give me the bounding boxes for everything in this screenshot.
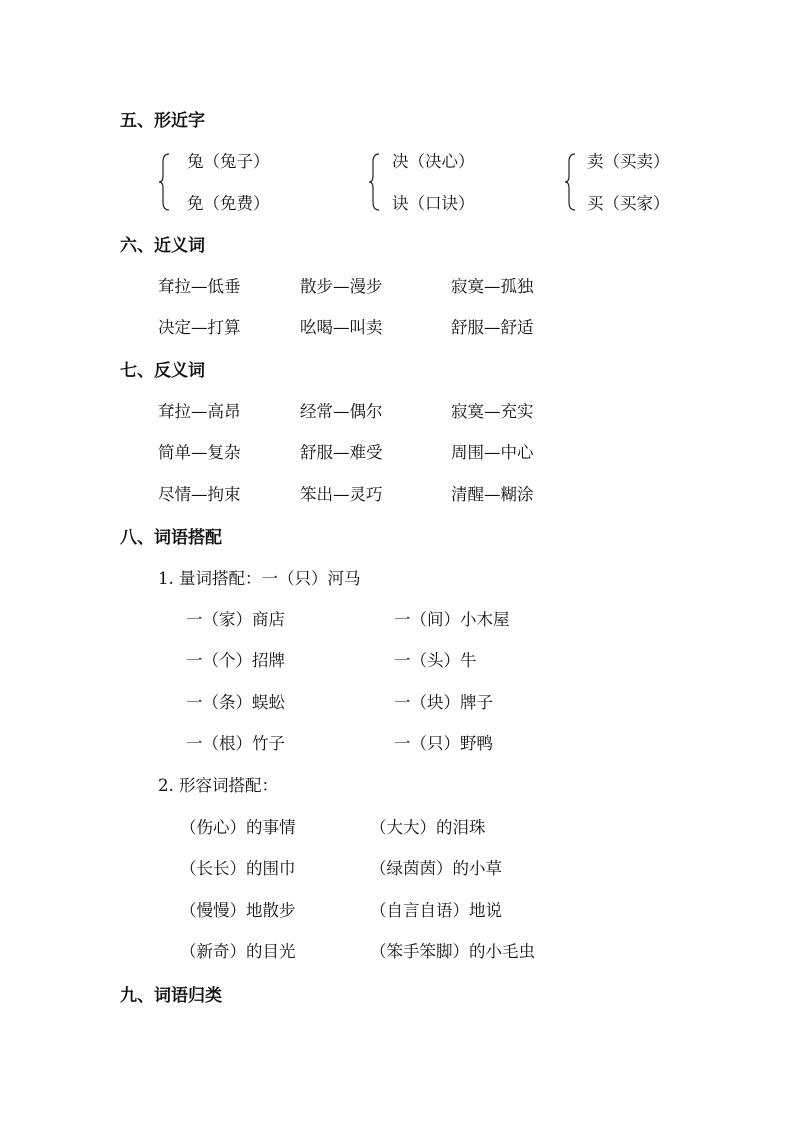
measure-word-item: 一（间）小木屋 [394,610,510,629]
antonym-pair: 舒服—难受 [300,443,383,462]
section-heading-antonyms: 七、反义词 [120,361,205,381]
antonym-pair: 寂寞—充实 [451,402,534,421]
similar-char-top-2: 决（决心） [392,152,475,171]
measure-word-item: 一（家）商店 [186,610,285,629]
subsection-title-adjectives: 2. 形容词搭配： [158,776,278,795]
section-heading-word-classification: 九、词语归类 [120,986,222,1006]
adjective-item: （伤心）的事情 [180,818,296,837]
adjective-item: （长长）的围巾 [180,859,296,878]
synonym-pair: 舒服—舒适 [451,318,534,337]
synonym-pair: 寂寞—孤独 [451,277,534,296]
similar-char-bottom-1: 免（免费） [187,194,270,213]
adjective-item: （新奇）的目光 [180,942,296,961]
measure-word-item: 一（头）牛 [394,651,477,670]
antonym-pair: 简单—复杂 [158,443,241,462]
antonym-pair: 周围—中心 [451,443,534,462]
adjective-item: （大大）的泪珠 [370,818,486,837]
similar-char-top-3: 卖（买卖） [587,152,670,171]
antonym-pair: 笨出—灵巧 [300,485,383,504]
brace-icon [368,152,378,206]
measure-word-item: 一（根）竹子 [186,734,285,753]
measure-word-item: 一（只）野鸭 [394,734,493,753]
subsection-title-measure-words: 1. 量词搭配：一（只）河马 [158,569,361,588]
synonym-pair: 决定—打算 [158,318,241,337]
synonym-pair: 耷拉—低垂 [158,277,241,296]
similar-char-top-1: 兔（兔子） [187,152,270,171]
antonym-pair: 耷拉—高昂 [158,402,241,421]
adjective-item: （绿茵茵）的小草 [370,859,502,878]
antonym-pair: 经常—偶尔 [300,402,383,421]
brace-icon [564,152,574,206]
antonym-pair: 尽情—拘束 [158,485,241,504]
measure-word-item: 一（个）招牌 [186,651,285,670]
adjective-item: （笨手笨脚）的小毛虫 [370,942,535,961]
similar-char-bottom-2: 诀（口诀） [392,194,475,213]
antonym-pair: 清醒—糊涂 [451,485,534,504]
brace-icon [158,152,168,206]
section-heading-synonyms: 六、近义词 [120,236,205,256]
adjective-item: （自言自语）地说 [370,901,502,920]
synonym-pair: 吆喝—叫卖 [300,318,383,337]
adjective-item: （慢慢）地散步 [180,901,296,920]
measure-word-item: 一（块）牌子 [394,693,493,712]
synonym-pair: 散步—漫步 [300,277,383,296]
section-heading-word-collocation: 八、词语搭配 [120,528,222,548]
measure-word-item: 一（条）蜈蚣 [186,693,285,712]
section-heading-similar-chars: 五、形近字 [120,111,205,131]
similar-char-bottom-3: 买（买家） [587,194,670,213]
